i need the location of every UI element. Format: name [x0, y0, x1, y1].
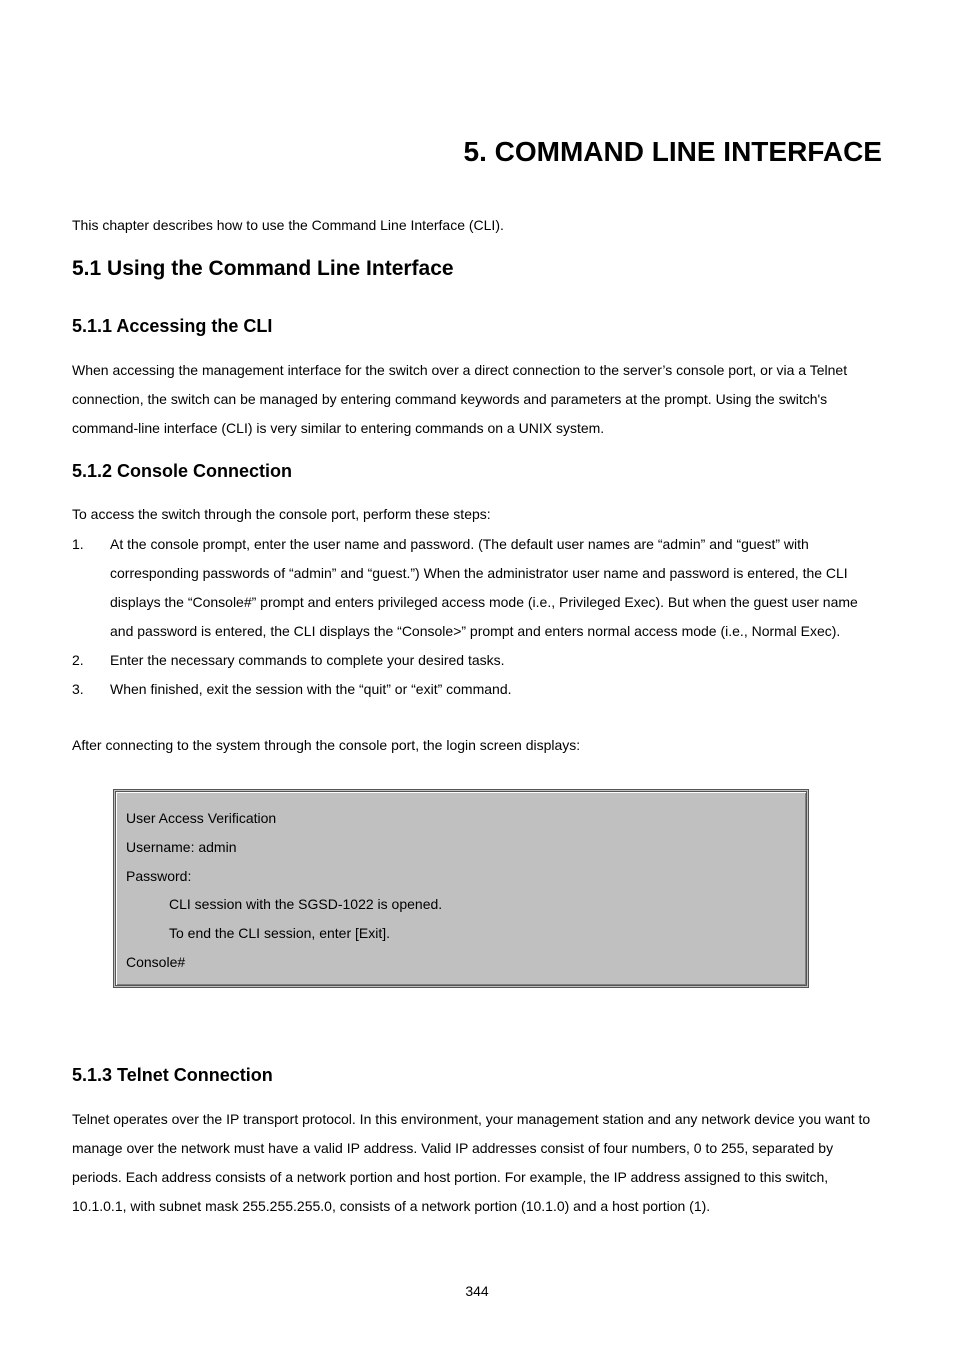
accessing-cli-paragraph: When accessing the management interface for the switch over a direct connection to the server’s console port, or via a Telnet connection, the switch can be managed by entering command keywords and parameters at the prompt. Using the switch's command-line interface (CLI) is very similar to entering commands on a UNIX system.: [72, 362, 848, 436]
console-login-screen: [113, 789, 809, 988]
console-line: Console#: [126, 953, 186, 970]
list-item: [72, 646, 884, 675]
step-number: 2.: [72, 652, 84, 668]
console-line: Username: admin: [126, 838, 237, 855]
console-steps-list: [72, 530, 884, 704]
console-steps-lead: To access the switch through the console port, perform these steps:: [72, 506, 491, 522]
step-text: At the console prompt, enter the user name and password. (The default user names are “admin” and “guest” with corresponding passwords of “admin” and “guest.”) When the administrator user name and password is entered, the CLI displays the “Console#” prompt and enters privileged access mode (i.e., Privileged Exec). But when the guest user name and password is entered, the CLI displays the “Console>” prompt and enters normal access mode (i.e., Normal Exec).: [110, 536, 858, 639]
chapter-title: 5. COMMAND LINE INTERFACE: [463, 136, 882, 167]
step-text: When finished, exit the session with the “quit” or “exit” command.: [110, 681, 512, 697]
console-line: CLI session with the SGSD-1022 is opened.: [169, 896, 443, 913]
console-line: To end the CLI session, enter [Exit].: [169, 925, 391, 942]
section-heading-5-1-1: 5.1.1 Accessing the CLI: [72, 316, 273, 336]
list-item: [72, 530, 884, 646]
step-number: 1.: [72, 536, 84, 552]
chapter-intro: This chapter describes how to use the Command Line Interface (CLI).: [72, 217, 504, 233]
section-heading-5-1: 5.1 Using the Command Line Interface: [72, 257, 454, 280]
section-heading-5-1-3: 5.1.3 Telnet Connection: [72, 1065, 273, 1085]
list-item: [72, 675, 884, 704]
step-text: Enter the necessary commands to complete your desired tasks.: [110, 652, 505, 668]
section-heading-5-1-2: 5.1.2 Console Connection: [72, 461, 293, 481]
step-number: 3.: [72, 681, 84, 697]
login-screen-intro: After connecting to the system through the console port, the login screen displays:: [72, 737, 581, 753]
telnet-connection-paragraph: Telnet operates over the IP transport protocol. In this environment, your management station and any network device you want to manage over the network must have a valid IP address. Valid IP addresses consist of four numbers, 0 to 255, separated by periods. Each address consists of a network portion and host portion. For example, the IP address assigned to this switch, 10.1.0.1, with subnet mask 255.255.255.0, consists of a network portion (10.1.0) and a host portion (1).: [72, 1111, 871, 1214]
console-line: Password:: [126, 867, 192, 884]
page-number: 344: [465, 1283, 489, 1299]
console-line: User Access Verification: [126, 810, 277, 826]
